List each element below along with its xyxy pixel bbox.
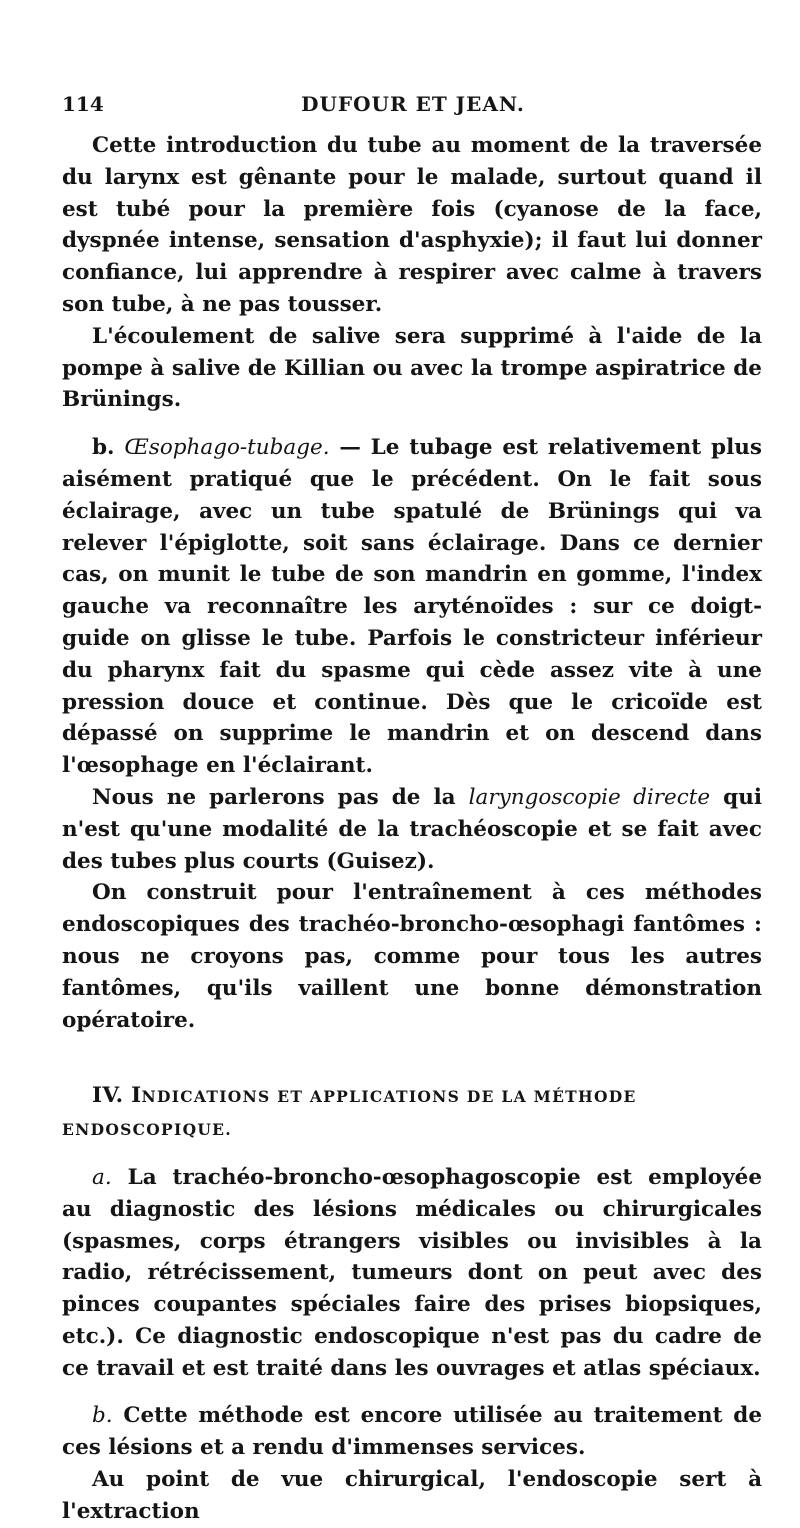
italic-term: laryngoscopie directe — [468, 784, 711, 810]
paragraph — [62, 782, 762, 877]
section-numeral: IV. — [92, 1083, 124, 1109]
section-initial: I — [131, 1083, 142, 1109]
paragraph-text: Nous ne parlerons pas de la — [92, 784, 469, 810]
paragraph: On construit pour l'entraînement à ces méthodes endoscopiques des trachéo-broncho-œsophagi fantômes : nous ne croyons pas, comme pour tous les autres fantômes, qu'ils vaillent une bonne démonstration opératoire. — [62, 880, 762, 1033]
page-header — [62, 92, 764, 122]
paragraph-text: qui n'est qu'une modalité de la trachéoscopie et se fait avec des tubes plus courts (Guisez). — [62, 784, 762, 874]
subsection-title: Œsophago-tubage. — [124, 435, 330, 461]
paragraph-label: b. — [92, 435, 115, 461]
paragraph — [62, 1162, 762, 1385]
running-title: DUFOUR ET JEAN. — [301, 92, 525, 116]
paragraph-text: — Le tubage est relativement plus aisément pratiqué que le précédent. On le fait sous éclairage, avec un tube spatulé de Brünings qui va relever l'épiglotte, soit sans éclairage. Dans ce dernier cas, on munit le tube de son mandrin en gomme, l'index gauche va reconnaître les aryténoïdes : sur ce doigt-guide on glisse le tube. Parfois le constricteur inférieur du pharynx fait du spasme qui cède assez vite à une pression douce et continue. Dès que le cricoïde est dépassé on supprime le mandrin et on descend dans l'œsophage en l'éclairant. — [62, 435, 762, 779]
paragraph: Au point de vue chirurgical, l'endoscopie sert à l'extraction — [62, 1467, 762, 1524]
paragraph-text: La trachéo-broncho-œsophagoscopie est employée au diagnostic des lésions médicales ou chirurgicales (spasmes, corps étrangers visibles ou invisibles à la radio, rétrécissement, tumeurs dont on peut avec des pinces coupantes spéciales faire des prises biopsiques, etc.). Ce diagnostic endoscopique n'est pas du cadre de ce travail et est traité dans les ouvrages et atlas spéciaux. — [62, 1164, 762, 1381]
section-heading — [62, 1080, 762, 1146]
paragraph-label: b. — [92, 1403, 113, 1429]
paragraph-oesophago-tubage — [62, 432, 762, 782]
paragraph — [62, 1400, 762, 1464]
section-title: NDICATIONS ET APPLICATIONS DE LA MÉTHODE ENDOSCOPIQUE. — [62, 1087, 637, 1140]
paragraph-label: a. — [92, 1164, 112, 1190]
paragraph: L'écoulement de salive sera supprimé à l'aide de la pompe à salive de Killian ou avec la trompe aspiratrice de Brünings. — [62, 323, 762, 413]
page-number: 114 — [62, 92, 104, 116]
paragraph-text: Cette méthode est encore utilisée au traitement de ces lésions et a rendu d'immenses services. — [62, 1403, 762, 1461]
body-text — [62, 130, 762, 1528]
paragraph: Cette introduction du tube au moment de la traversée du larynx est gênante pour le malade, surtout quand il est tubé pour la première fois (cyanose de la face, dyspnée intense, sensation d'asphyxie); il faut lui donner confiance, lui apprendre à respirer avec calme à travers son tube, à ne pas tousser. — [62, 133, 762, 317]
